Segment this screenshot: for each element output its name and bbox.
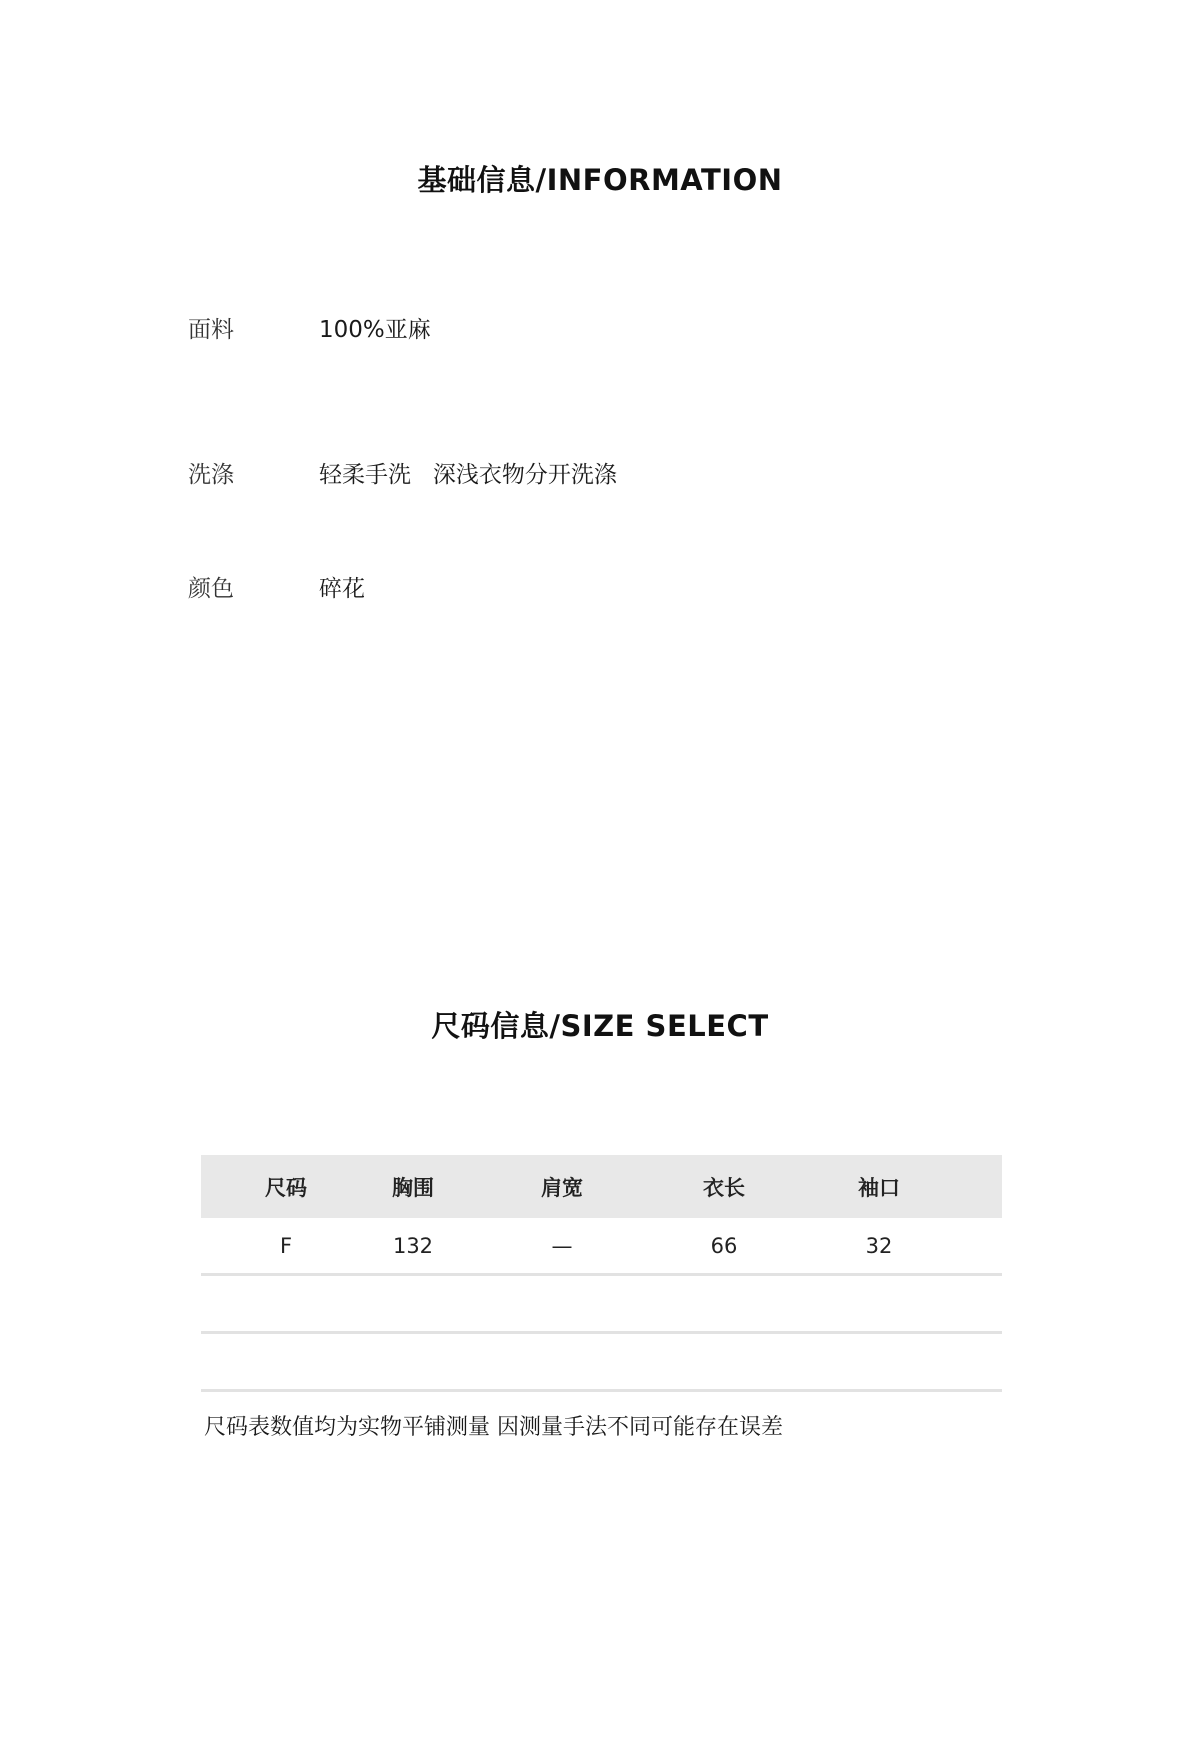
cell-shoulder: — <box>551 1233 573 1258</box>
info-row-fabric <box>188 311 1088 345</box>
cell-cuff <box>809 1276 949 1331</box>
cell-chest <box>343 1334 483 1389</box>
table-row <box>201 1218 1002 1276</box>
header-length: 衣长 <box>703 1175 745 1200</box>
fabric-label: 面料 <box>188 317 234 343</box>
header-shoulder: 肩宽 <box>541 1175 583 1200</box>
cell-length: 66 <box>710 1233 738 1258</box>
washing-label: 洗涤 <box>188 462 234 488</box>
cell-length <box>654 1334 794 1389</box>
cell-size: F <box>279 1233 293 1258</box>
info-row-washing <box>188 456 1088 490</box>
cell-chest: 132 <box>392 1233 434 1258</box>
cell-cuff: 32 <box>865 1233 893 1258</box>
cell-shoulder <box>492 1276 632 1331</box>
washing-value: 轻柔手洗 深浅衣物分开洗涤 <box>319 462 617 488</box>
fabric-value: 100%亚麻 <box>319 317 431 343</box>
info-row-color <box>188 570 1088 604</box>
measurement-note: 尺码表数值均为实物平铺测量 因测量手法不同可能存在误差 <box>204 1415 783 1440</box>
color-label: 颜色 <box>188 576 234 602</box>
cell-cuff <box>809 1334 949 1389</box>
size-table <box>201 1155 1002 1392</box>
header-size: 尺码 <box>265 1175 307 1200</box>
size-table-header <box>201 1155 1002 1218</box>
table-row <box>201 1334 1002 1392</box>
cell-size <box>216 1276 356 1331</box>
header-chest: 胸围 <box>392 1175 434 1200</box>
size-select-title: 尺码信息/SIZE SELECT <box>431 1009 769 1043</box>
cell-length <box>654 1276 794 1331</box>
cell-chest <box>343 1276 483 1331</box>
cell-size <box>216 1334 356 1389</box>
information-title: 基础信息/INFORMATION <box>417 163 783 197</box>
header-cuff: 袖口 <box>858 1175 900 1200</box>
color-value: 碎花 <box>319 576 365 602</box>
table-row <box>201 1276 1002 1334</box>
cell-shoulder <box>492 1334 632 1389</box>
